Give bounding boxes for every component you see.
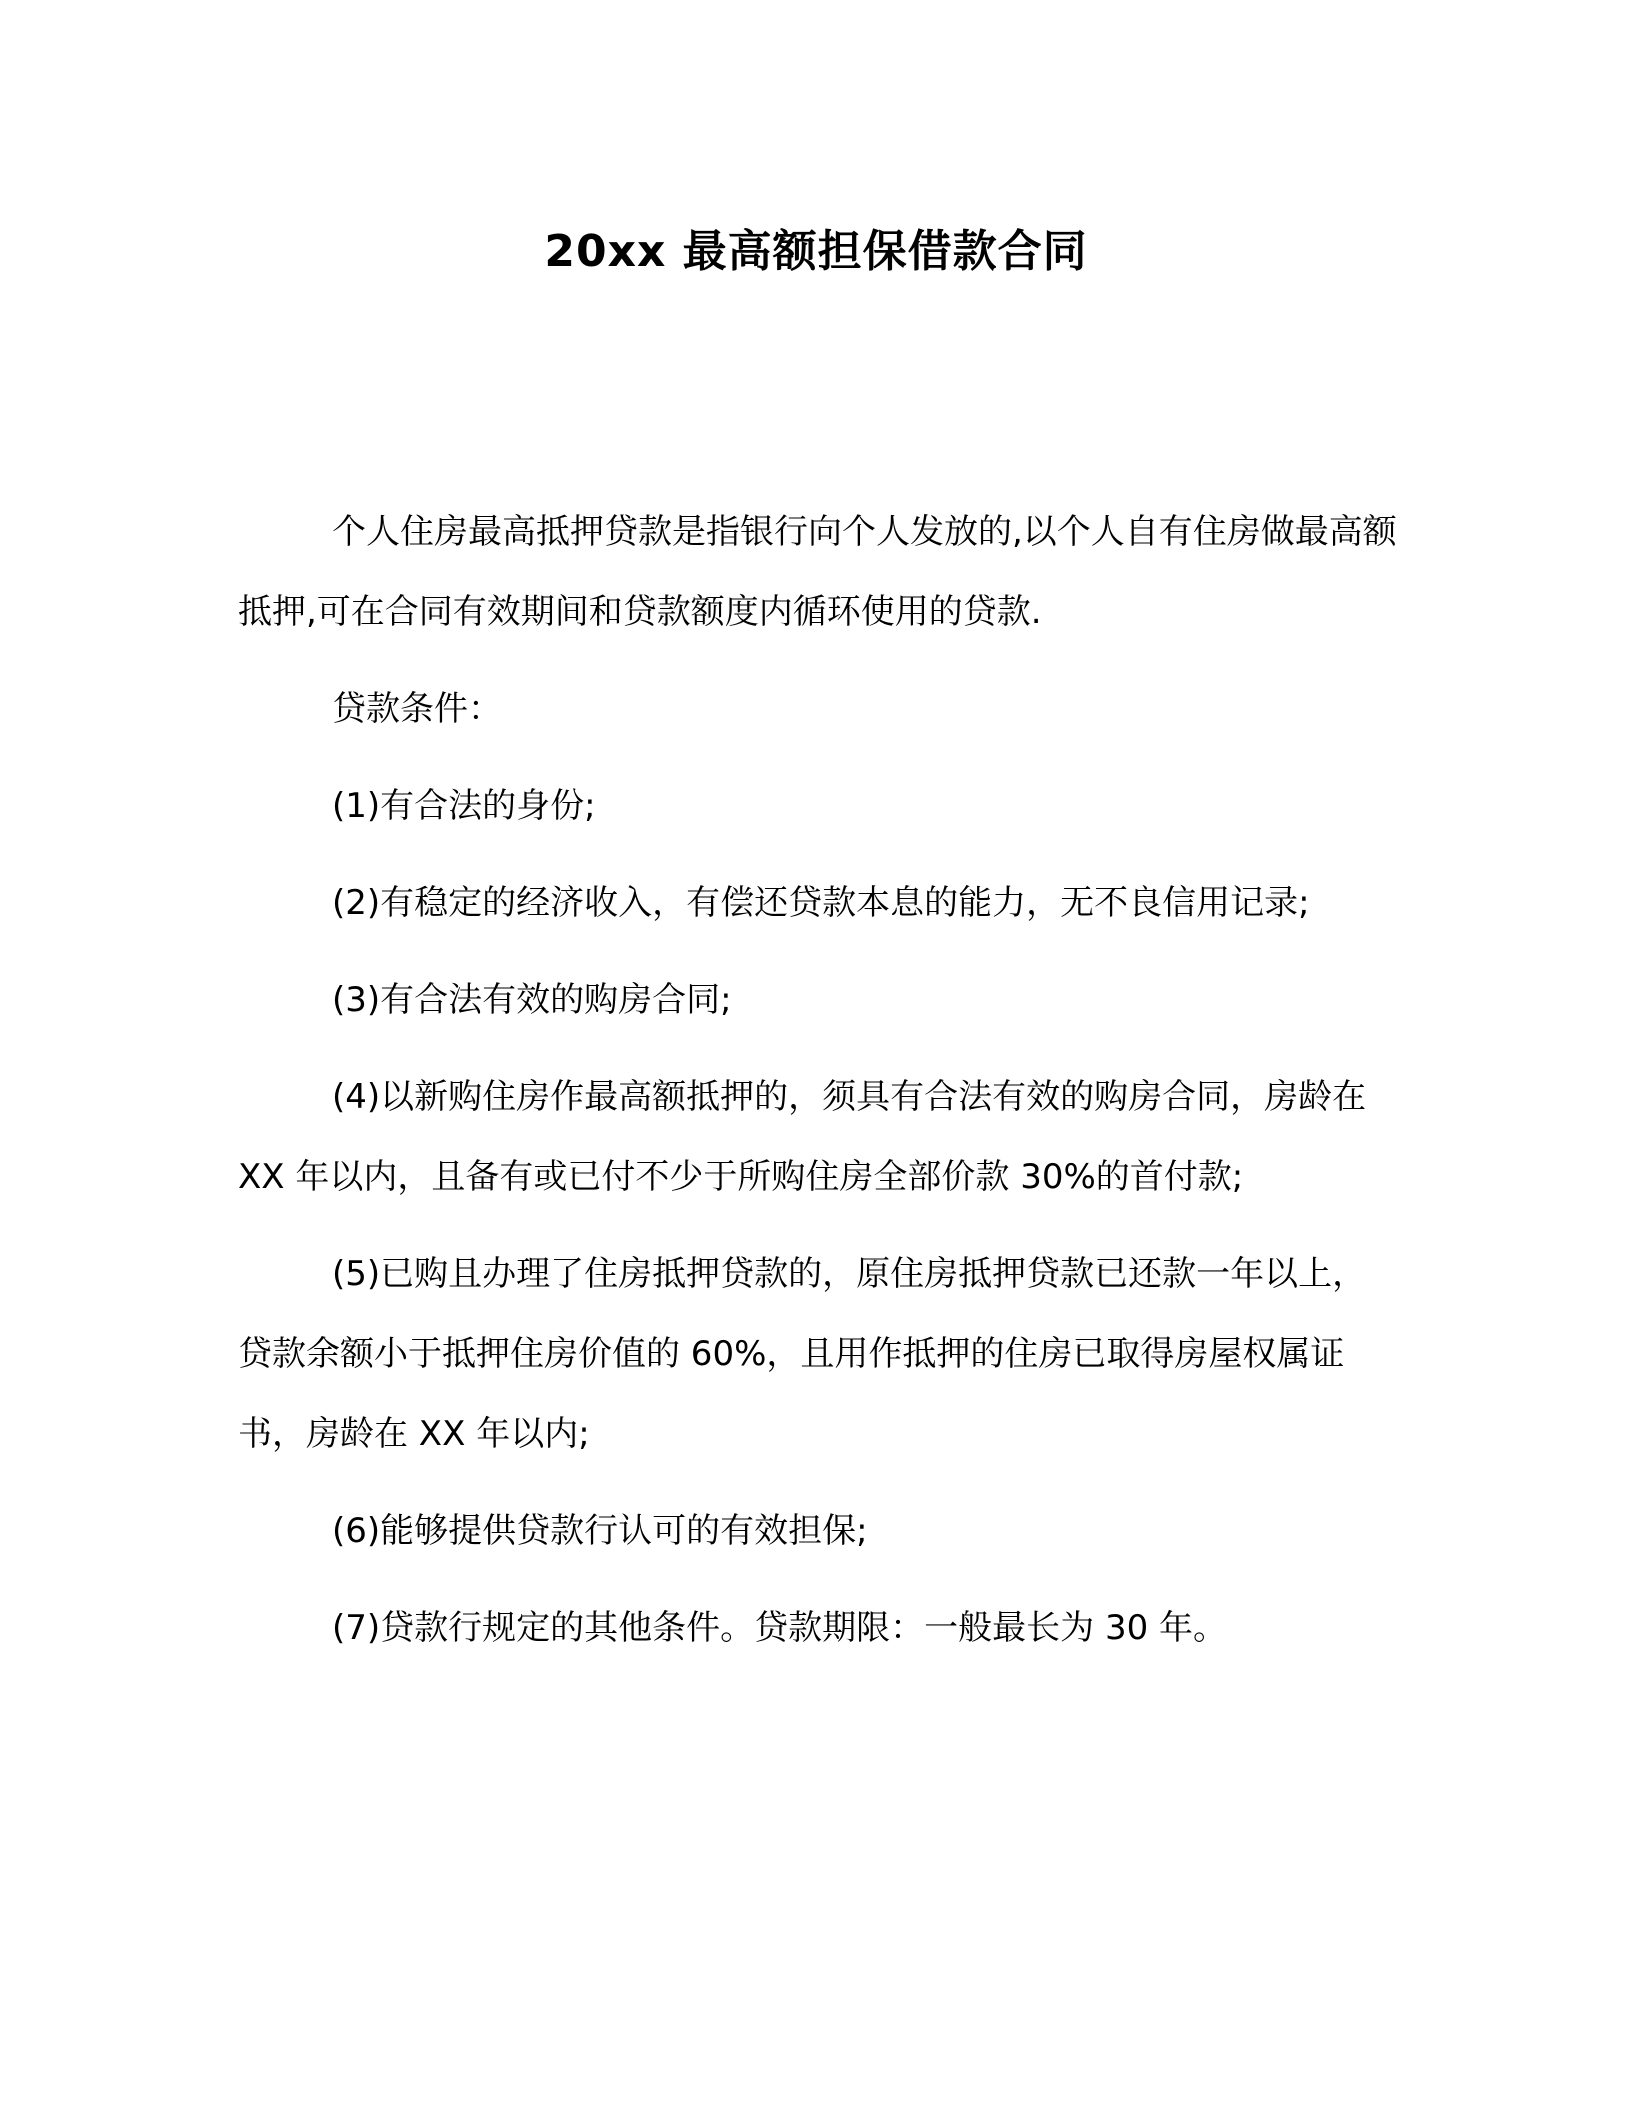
paragraph-condition-2: (2)有稳定的经济收入，有偿还贷款本息的能力，无不良信用记录; — [332, 883, 1310, 923]
paragraph-condition-5: (5)已购且办理了住房抵押贷款的，原住房抵押贷款已还款一年以上，贷款余额小于抵押住房价值的 60%，且用作抵押的住房已取得房屋权属证书，房龄在 XX 年以内; — [238, 1254, 1367, 1454]
paragraph-condition-1: (1)有合法的身份; — [332, 786, 596, 826]
paragraph-intro: 个人住房最高抵押贷款是指银行向个人发放的,以个人自有住房做最高额抵押,可在合同有效期间和贷款额度内循环使用的贷款. — [238, 512, 1397, 632]
paragraph-condition-6: (6)能够提供贷款行认可的有效担保; — [332, 1511, 868, 1551]
paragraph-loan-conditions-heading: 贷款条件： — [332, 689, 502, 729]
document-title: 20xx 最高额担保借款合同 — [544, 226, 1088, 277]
paragraph-condition-7: (7)贷款行规定的其他条件。贷款期限：一般最长为 30 年。 — [332, 1608, 1228, 1648]
paragraph-condition-3: (3)有合法有效的购房合同; — [332, 980, 732, 1020]
paragraph-condition-4: (4)以新购住房作最高额抵押的，须具有合法有效的购房合同，房龄在 XX 年以内，且备有或已付不少于所购住房全部价款 30%的首付款; — [238, 1077, 1367, 1197]
document-body — [238, 492, 1398, 1685]
